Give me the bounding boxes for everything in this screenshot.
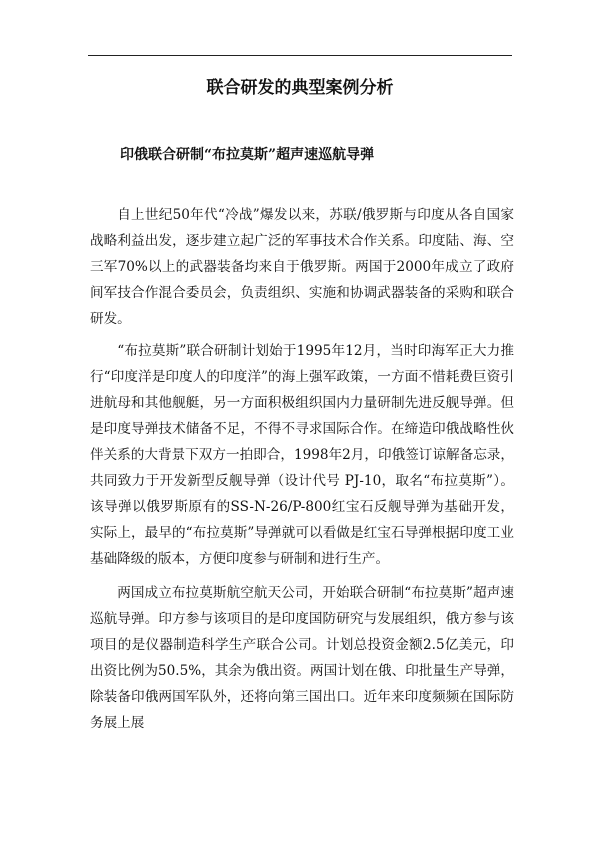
- header-rule: [88, 55, 512, 56]
- section-title: 印俄联合研制“布拉莫斯”超声速巡航导弹: [120, 147, 375, 163]
- paragraph: 自上世纪50年代“冷战”爆发以来，苏联/俄罗斯与印度从各自国家战略利益出发，逐步建立起广泛的军事技术合作关系。印度陆、海、空三军70%以上的武器装备均来自于俄罗斯。两国于2000年成立了政府间军技合作混合委员会，负责组织、实施和协调武器装备的采购和联合研发。: [90, 207, 514, 327]
- document-title: 联合研发的典型案例分析: [206, 78, 394, 98]
- paragraph: “布拉莫斯”联合研制计划始于1995年12月，当时印海军正大力推行“印度洋是印度人的印度洋”的海上强军政策，一方面不惜耗费巨资引进航母和其他舰艇，另一方面积极组织国内力量研制先进反舰导弹。但是印度导弹技术储备不足，不得不寻求国际合作。在缔造印俄战略性伙伴关系的大背景下双方一拍即合，1998年2月，印俄签订谅解备忘录，共同致力于开发新型反舰导弹（设计代号 PJ-10，取名“布拉莫斯”）。该导弹以俄罗斯原有的SS-N-26/P-800红宝石反舰导弹为基础开发，实际上，最早的“布拉莫斯”导弹就可以看做是红宝石导弹根据印度工业基础降级的版本，方便印度参与研制和进行生产。: [90, 343, 514, 567]
- paragraph: 两国成立布拉莫斯航空航天公司，开始联合研制“布拉莫斯”超声速巡航导弹。印方参与该项目的是印度国防研究与发展组织，俄方参与该项目的是仪器制造科学生产联合公司。计划总投资金额2.5亿美元，印出资比例为50.5%，其余为俄出资。两国计划在俄、印批量生产导弹，除装备印俄两国军队外，还将向第三国出口。近年来印度频频在国际防务展上展: [90, 585, 514, 731]
- document-body: [90, 202, 514, 740]
